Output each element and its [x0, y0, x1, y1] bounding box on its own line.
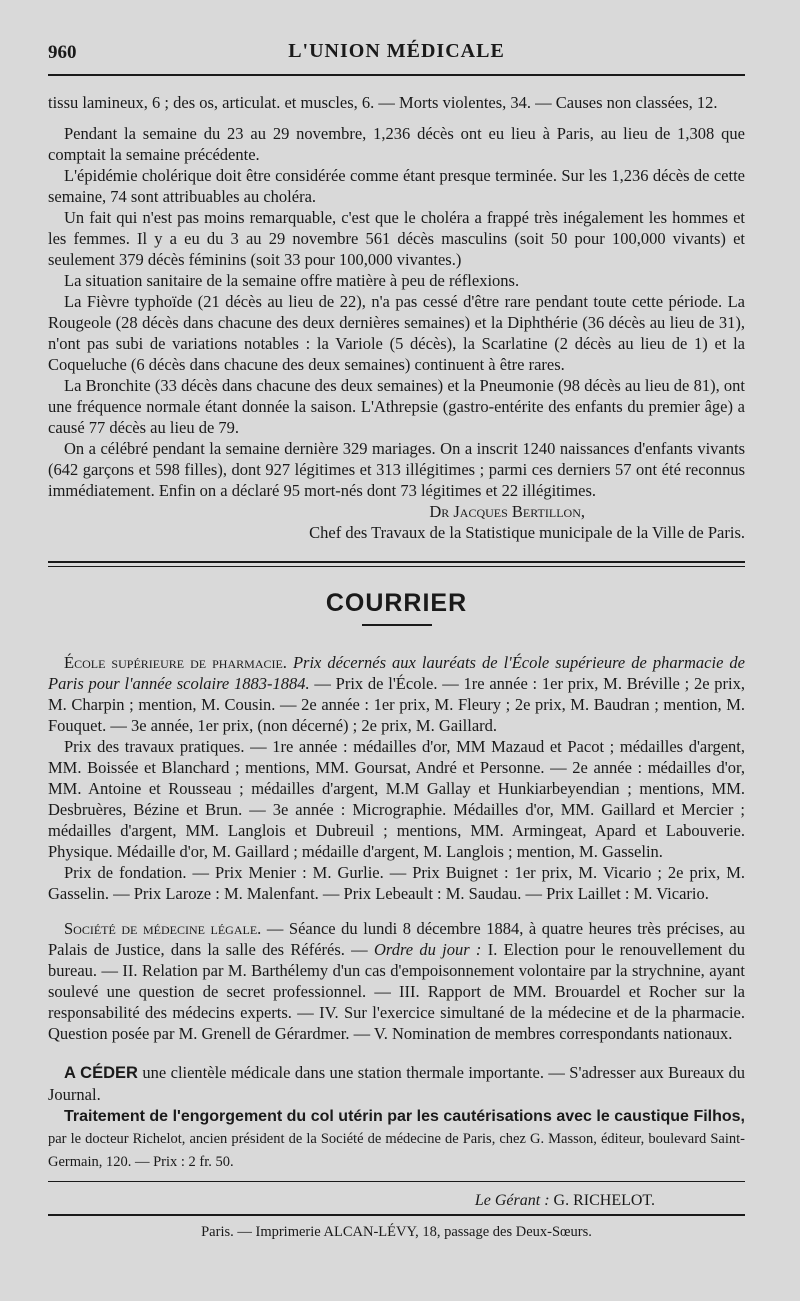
- section-title: COURRIER: [325, 589, 468, 617]
- paragraph: Pendant la semaine du 23 au 29 novembre, 1,236 décès ont eu lieu à Paris, au lieu de 1,308 que comptait la semaine précédente.: [48, 124, 745, 164]
- paragraph: Prix de fondation. — Prix Menier : M. Gurlie. — Prix Buignet : 1er prix, M. Vicario ; 2e prix, M. Gasselin. — Prix Laroze : M. Malenfant. — Prix Lebeault : M. Saudau. — Prix Laillet : M. Vicario.: [48, 863, 745, 903]
- gerant-line: [48, 1192, 745, 1210]
- societe-label: Société de médecine légale.: [64, 919, 262, 938]
- paragraph: [48, 918, 745, 1044]
- paragraph: La situation sanitaire de la semaine offre matière à peu de réflexions.: [64, 271, 520, 290]
- ecole-label: École supérieure de pharmacie.: [64, 653, 287, 672]
- footer-rule: [48, 1214, 745, 1216]
- gerant-label: Le Gérant :: [474, 1192, 550, 1209]
- paragraph: Un fait qui n'est pas moins remarquable, c'est que le choléra a frappé très inégalement les hommes et les femmes. Il y a eu du 3 au 29 novembre 561 décès masculins (soit 50 pour 100,000 vivants) et seulement 379 décès féminins (soit 33 pour 100,000 vivantes.): [48, 208, 745, 269]
- imprint: Paris. — Imprimerie ALCAN-LÉVY, 18, passage des Deux-Sœurs.: [201, 1224, 592, 1240]
- paragraph: La Bronchite (33 décès dans chacune des deux semaines) et la Pneumonie (98 décès au lieu de 81), ont une fréquence normale étant donnée la saison. L'Athrepsie (gastro-entérite des enfants du premier âge) a causé 77 décès au lieu de 79.: [48, 376, 745, 437]
- paragraph: La Fièvre typhoïde (21 décès au lieu de 22), n'a pas cessé d'être rare pendant toute cette période. La Rougeole (28 décès dans chacune des deux dernières semaines) et la Diphthérie (36 décès au lieu de 31), n'ont pas subi de variations notables : la Variole (5 décès), la Scarlatine (2 décès au lieu de 1) et la Coqueluche (6 décès dans chacune des deux semaines) continuent à être rares.: [48, 292, 745, 374]
- signature: [48, 501, 745, 543]
- header-rule: [48, 74, 745, 76]
- ecole-text: — Prix de l'École. — 1re année : 1er prix, M. Bréville ; 2e prix, M. Charpin ; mention, M. Cousin. — 2e année : 1er prix, M. Fleury ; 2e prix, M. Baudran ; mention, M. Fouquet. — 3e année, 1er prix, (non décerné) ; 2e prix, M. Gaillard.: [48, 674, 745, 735]
- page-header: [48, 0, 745, 78]
- ad2-title: Traitement de l'engorgement du col utérin par les cautérisations avec le caustique Filhos,: [64, 1108, 745, 1125]
- statistics-section: [48, 78, 745, 543]
- ad-text: une clientèle médicale dans une station thermale importante. — S'adresser aux Bureaux du Journal.: [48, 1063, 745, 1104]
- paragraph: [48, 652, 745, 736]
- signature-name: Dr Jacques Bertillon,: [429, 502, 585, 521]
- paragraph: tissu lamineux, 6 ; des os, articulat. et muscles, 6. — Morts violentes, 34. — Causes non classées, 12.: [48, 93, 718, 112]
- ad2-text: par le docteur Richelot, ancien président de la Société de médecine de Paris, chez G. Masson, éditeur, boulevard Saint-Germain, 120. — Prix : 2 fr. 50.: [48, 1131, 745, 1170]
- societe-text-b: I. Election pour le renouvellement du bureau. — II. Relation par M. Barthélemy d'un cas d'empoisonnement volontaire par la strychnine, ayant soulevé une question de secret professionnel. — III. Rapport de MM. Brouardel et Rocher sur la responsabilité des médecins experts. — IV. Sur l'exercice simultané de la médecine et de la pharmacie. Question posée par M. Grenell de Gérardmer. — V. Nomination de membres correspondants nationaux.: [48, 940, 746, 1043]
- ecole-heading: Prix décernés aux lauréats de l'École supérieure de pharmacie de Paris pour l'année scolaire 1883-1884.: [48, 653, 746, 693]
- advertisement: [48, 1062, 745, 1105]
- ordre-du-jour: Ordre du jour :: [373, 940, 482, 959]
- footer-rule: [48, 1181, 745, 1182]
- paragraph: On a célébré pendant la semaine dernière 329 mariages. On a inscrit 1240 naissances d'enfants vivants (642 garçons et 598 filles), dont 927 légitimes et 313 illégitimes ; parmi ces derniers 57 ont été reconnus immédiatement. Enfin on a déclaré 95 mort-nés dont 73 légitimes et 22 illégitimes.: [48, 439, 745, 500]
- gerant-name: G. RICHELOT.: [553, 1192, 655, 1209]
- section-divider: [48, 561, 745, 567]
- societe-text-a: — Séance du lundi 8 décembre 1884, à quatre heures très précises, au Palais de Justice, dans la salle des Référés. —: [48, 919, 745, 959]
- journal-title: L'UNION MÉDICALE: [288, 40, 505, 62]
- title-underline: [362, 624, 432, 626]
- ad-lead: A CÉDER: [64, 1064, 138, 1082]
- paragraph: L'épidémie cholérique doit être considérée comme étant presque terminée. Sur les 1,236 décès de cette semaine, 74 sont attribuables au choléra.: [48, 166, 745, 206]
- signature-title: Chef des Travaux de la Statistique municipale de la Ville de Paris.: [309, 523, 745, 542]
- courrier-section: [48, 652, 745, 1173]
- paragraph: Prix des travaux pratiques. — 1re année : médailles d'or, MM Mazaud et Pacot ; médailles d'argent, MM. Boissée et Blanchard ; mentions, MM. Goursat, André et Personne. — 2e année : médailles d'or, MM. Antoine et Rousseau ; médailles d'argent, M.M Gallay et Hunkiarbeyendian ; mentions, MM. Desbruères, Bézine et Brun. — 3e année : Micrographie. Médailles d'or, MM. Gaillard et Mercier ; médailles d'argent, MM. Langlois et Dubreuil ; mentions, MM. Armingeat, Apard et Labouverie. Physique. Médaille d'or, M. Gaillard ; médaille d'argent, M. Langlois ; mention, M. Gasselin.: [48, 737, 745, 861]
- advertisement: [48, 1105, 745, 1173]
- page-number: 960: [48, 42, 77, 63]
